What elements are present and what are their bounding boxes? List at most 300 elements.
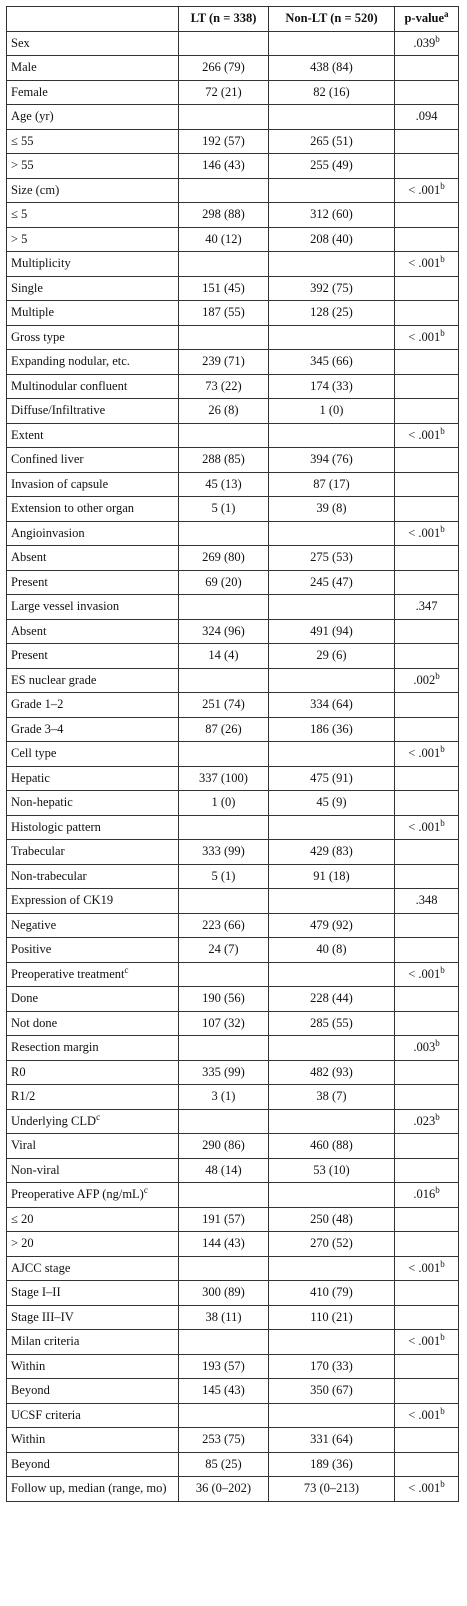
row-label: Done [11,991,39,1006]
p-value-cell [395,423,459,448]
row-label-cell [7,252,179,277]
p-value: .347 [415,599,438,614]
row-label: Hepatic [11,770,50,785]
row-label: Multiple [11,305,55,320]
lt-value: 145 (43) [179,1379,269,1404]
row-label-cell [7,203,179,228]
lt-value: 73 (22) [179,374,269,399]
row-label-cell [7,913,179,938]
lt-value: 85 (25) [179,1452,269,1477]
row-label: Positive [11,942,52,957]
non-lt-value: 110 (21) [269,1305,395,1330]
table-row [7,815,459,840]
non-lt-value: 1 (0) [269,399,395,424]
p-value: < .001 [408,329,441,344]
row-label: Cell type [11,746,57,761]
table-row [7,1134,459,1159]
table-row [7,325,459,350]
header-p-value-text: p-value [404,11,445,26]
table-row [7,840,459,865]
row-label-cell [7,105,179,130]
p-value-cell [395,864,459,889]
row-label: Viral [11,1138,36,1153]
lt-value: 3 (1) [179,1085,269,1110]
row-label: > 55 [11,158,34,173]
row-label: Present [11,648,48,663]
p-value-cell [395,791,459,816]
row-label-cell [7,448,179,473]
row-label-cell [7,301,179,326]
table-row [7,644,459,669]
row-label: Large vessel invasion [11,599,120,614]
table-row [7,497,459,522]
non-lt-value: 491 (94) [269,619,395,644]
p-value: < .001 [408,746,441,761]
table-row [7,766,459,791]
non-lt-value: 245 (47) [269,570,395,595]
p-value: .002 [413,672,436,687]
lt-value: 69 (20) [179,570,269,595]
p-value-cell [395,252,459,277]
non-lt-value: 29 (6) [269,644,395,669]
lt-value: 223 (66) [179,913,269,938]
table-row [7,1060,459,1085]
row-label: Absent [11,550,47,565]
p-value: .348 [415,893,438,908]
p-value-cell [395,301,459,326]
p-value-cell [395,374,459,399]
p-value-cell [395,1354,459,1379]
p-value-cell [395,1477,459,1502]
p-value-cell [395,1403,459,1428]
row-label-cell [7,1305,179,1330]
lt-value: 5 (1) [179,864,269,889]
table-row [7,1428,459,1453]
table-row [7,1379,459,1404]
lt-value [179,252,269,277]
lt-value [179,742,269,767]
lt-value: 190 (56) [179,987,269,1012]
table-row [7,1158,459,1183]
p-value-cell [395,766,459,791]
non-lt-value: 186 (36) [269,717,395,742]
p-value-cell [395,399,459,424]
row-label: AJCC stage [11,1260,71,1275]
p-value-footnote: b [440,180,445,191]
row-label-footnote: c [96,1111,101,1122]
table-row [7,203,459,228]
lt-value [179,31,269,56]
row-label: Extent [11,427,44,442]
lt-value [179,815,269,840]
p-value-cell [395,1085,459,1110]
row-label: Invasion of capsule [11,476,109,491]
table-row [7,1256,459,1281]
non-lt-value: 208 (40) [269,227,395,252]
p-value-cell [395,1011,459,1036]
table-row [7,791,459,816]
row-label-cell [7,693,179,718]
non-lt-value [269,1109,395,1134]
row-label-cell [7,227,179,252]
table-row [7,595,459,620]
p-value-cell [395,546,459,571]
non-lt-value: 73 (0–213) [269,1477,395,1502]
p-value: < .001 [408,1334,441,1349]
lt-value: 5 (1) [179,497,269,522]
p-value-cell [395,1183,459,1208]
p-value-footnote: b [435,1185,440,1196]
header-row [7,7,459,32]
lt-value: 290 (86) [179,1134,269,1159]
p-value-cell [395,203,459,228]
row-label-cell [7,374,179,399]
p-value-footnote: b [440,1405,445,1416]
non-lt-value: 275 (53) [269,546,395,571]
row-label-cell [7,521,179,546]
row-label-cell [7,766,179,791]
p-value-cell [395,644,459,669]
table-row [7,105,459,130]
table-row [7,252,459,277]
lt-value: 288 (85) [179,448,269,473]
non-lt-value [269,962,395,987]
p-value: < .001 [408,1260,441,1275]
row-label: Diffuse/Infiltrative [11,403,106,418]
non-lt-value: 312 (60) [269,203,395,228]
row-label: ES nuclear grade [11,672,97,687]
row-label-cell [7,815,179,840]
header-non-lt: Non-LT (n = 520) [269,7,395,32]
row-label-cell [7,154,179,179]
row-label: Present [11,574,48,589]
lt-value: 107 (32) [179,1011,269,1036]
row-label: Grade 3–4 [11,721,64,736]
non-lt-value: 410 (79) [269,1281,395,1306]
table-row [7,668,459,693]
lt-value: 191 (57) [179,1207,269,1232]
table-row [7,913,459,938]
p-value: < .001 [408,427,441,442]
row-label: > 20 [11,1236,34,1251]
p-value-footnote: b [440,1479,445,1490]
non-lt-value: 350 (67) [269,1379,395,1404]
row-label: Age (yr) [11,109,54,124]
p-value-cell [395,962,459,987]
row-label: Not done [11,1015,58,1030]
row-label: Stage I–II [11,1285,61,1300]
table-row [7,717,459,742]
non-lt-value: 45 (9) [269,791,395,816]
table-row [7,521,459,546]
p-value: < .001 [408,819,441,834]
lt-value: 38 (11) [179,1305,269,1330]
table-row [7,56,459,81]
lt-value: 87 (26) [179,717,269,742]
non-lt-value [269,31,395,56]
non-lt-value [269,252,395,277]
non-lt-value [269,595,395,620]
row-label-cell [7,56,179,81]
row-label-cell [7,399,179,424]
p-value-cell [395,815,459,840]
non-lt-value: 82 (16) [269,80,395,105]
row-label-cell [7,1428,179,1453]
row-label: Multiplicity [11,256,71,271]
row-label-cell [7,938,179,963]
row-label-cell [7,178,179,203]
non-lt-value: 482 (93) [269,1060,395,1085]
p-value-cell [395,1207,459,1232]
row-label-cell [7,31,179,56]
lt-value: 192 (57) [179,129,269,154]
table-row [7,1036,459,1061]
p-value: < .001 [408,1481,441,1496]
characteristics-table [6,6,459,1502]
non-lt-value [269,1330,395,1355]
row-label: Female [11,84,48,99]
row-label-cell [7,717,179,742]
non-lt-value: 255 (49) [269,154,395,179]
table-row [7,276,459,301]
table-row [7,1281,459,1306]
table-row [7,1085,459,1110]
non-lt-value: 345 (66) [269,350,395,375]
non-lt-value [269,178,395,203]
lt-value [179,962,269,987]
row-label: Preoperative treatment [11,966,125,981]
p-value-footnote: b [435,1038,440,1049]
non-lt-value: 331 (64) [269,1428,395,1453]
p-value-cell [395,1134,459,1159]
row-label-cell [7,987,179,1012]
header-p-value [395,7,459,32]
non-lt-value: 38 (7) [269,1085,395,1110]
p-value-cell [395,276,459,301]
row-label: Milan criteria [11,1334,80,1349]
p-value-cell [395,350,459,375]
table-row [7,399,459,424]
lt-value: 144 (43) [179,1232,269,1257]
non-lt-value: 228 (44) [269,987,395,1012]
lt-value [179,178,269,203]
non-lt-value: 479 (92) [269,913,395,938]
non-lt-value [269,105,395,130]
p-value-footnote: b [440,523,445,534]
lt-value: 1 (0) [179,791,269,816]
row-label-cell [7,546,179,571]
p-value-footnote: b [435,670,440,681]
p-value-cell [395,1158,459,1183]
row-label-cell [7,497,179,522]
table-row [7,1452,459,1477]
row-label-cell [7,791,179,816]
p-value-cell [395,1256,459,1281]
lt-value [179,595,269,620]
lt-value: 251 (74) [179,693,269,718]
non-lt-value [269,1036,395,1061]
non-lt-value: 475 (91) [269,766,395,791]
row-label: Preoperative AFP (ng/mL) [11,1187,144,1202]
non-lt-value: 40 (8) [269,938,395,963]
p-value: < .001 [408,1407,441,1422]
p-value-cell [395,154,459,179]
p-value: < .001 [408,525,441,540]
p-value-cell [395,105,459,130]
non-lt-value: 394 (76) [269,448,395,473]
p-value-footnote: b [440,744,445,755]
non-lt-value: 438 (84) [269,56,395,81]
p-value-footnote: b [440,254,445,265]
lt-value: 253 (75) [179,1428,269,1453]
non-lt-value: 170 (33) [269,1354,395,1379]
table-row [7,1232,459,1257]
table-row [7,987,459,1012]
row-label: R0 [11,1064,26,1079]
row-label: Within [11,1432,46,1447]
table-row [7,448,459,473]
lt-value [179,325,269,350]
lt-value [179,1183,269,1208]
row-label: Beyond [11,1383,50,1398]
p-value-cell [395,1232,459,1257]
table-row [7,423,459,448]
table-row [7,1330,459,1355]
row-label: Extension to other organ [11,501,135,516]
lt-value [179,1403,269,1428]
p-value-cell [395,521,459,546]
row-label-cell [7,962,179,987]
lt-value: 45 (13) [179,472,269,497]
p-value: .094 [415,109,438,124]
lt-value [179,1256,269,1281]
p-value-cell [395,56,459,81]
table-row [7,227,459,252]
row-label-footnote: c [143,1185,148,1196]
row-label-cell [7,472,179,497]
table-row [7,962,459,987]
row-label: ≤ 55 [11,133,34,148]
row-label-cell [7,742,179,767]
row-label-cell [7,129,179,154]
row-label-cell [7,595,179,620]
row-label: Non-viral [11,1162,60,1177]
table-row [7,1305,459,1330]
row-label-cell [7,276,179,301]
row-label: Multinodular confluent [11,378,128,393]
row-label-footnote: c [124,964,129,975]
lt-value: 335 (99) [179,1060,269,1085]
p-value-cell [395,938,459,963]
p-value-footnote: b [440,1332,445,1343]
lt-value: 298 (88) [179,203,269,228]
lt-value [179,889,269,914]
p-value-cell [395,987,459,1012]
row-label-cell [7,668,179,693]
row-label-cell [7,619,179,644]
non-lt-value: 174 (33) [269,374,395,399]
lt-value: 24 (7) [179,938,269,963]
row-label-cell [7,1134,179,1159]
p-value-cell [395,570,459,595]
p-value-cell [395,129,459,154]
lt-value [179,105,269,130]
table-row [7,1207,459,1232]
table-row [7,1354,459,1379]
p-value-cell [395,595,459,620]
non-lt-value: 429 (83) [269,840,395,865]
table-row [7,472,459,497]
row-label: ≤ 20 [11,1211,34,1226]
non-lt-value [269,1183,395,1208]
row-label: Follow up, median (range, mo) [11,1481,167,1496]
row-label: Histologic pattern [11,819,101,834]
non-lt-value [269,423,395,448]
p-value-cell [395,325,459,350]
lt-value: 324 (96) [179,619,269,644]
lt-value: 40 (12) [179,227,269,252]
non-lt-value [269,325,395,350]
row-label: Grade 1–2 [11,697,64,712]
header-lt: LT (n = 338) [179,7,269,32]
lt-value: 193 (57) [179,1354,269,1379]
p-value-footnote: b [440,1258,445,1269]
row-label-cell [7,1183,179,1208]
p-value-footnote: b [435,1111,440,1122]
row-label-cell [7,1085,179,1110]
row-label-cell [7,1452,179,1477]
row-label: Underlying CLD [11,1113,97,1128]
row-label-cell [7,423,179,448]
non-lt-value [269,1256,395,1281]
table-row [7,742,459,767]
non-lt-value [269,668,395,693]
p-value: < .001 [408,182,441,197]
row-label: Angioinvasion [11,525,85,540]
table-row [7,301,459,326]
non-lt-value: 334 (64) [269,693,395,718]
lt-value: 300 (89) [179,1281,269,1306]
p-value-cell [395,472,459,497]
p-value-cell [395,1379,459,1404]
row-label-cell [7,325,179,350]
p-value: < .001 [408,256,441,271]
row-label-cell [7,1281,179,1306]
non-lt-value: 39 (8) [269,497,395,522]
p-value-cell [395,1330,459,1355]
p-value-footnote: b [435,33,440,44]
row-label: Negative [11,917,57,932]
row-label: Stage III–IV [11,1309,74,1324]
lt-value: 146 (43) [179,154,269,179]
row-label: Absent [11,623,47,638]
p-value: .023 [413,1113,436,1128]
row-label: Non-trabecular [11,868,87,883]
p-value-cell [395,1305,459,1330]
row-label: Non-hepatic [11,795,73,810]
table-row [7,864,459,889]
row-label-cell [7,1109,179,1134]
p-value-cell [395,693,459,718]
row-label: Expanding nodular, etc. [11,354,130,369]
non-lt-value: 128 (25) [269,301,395,326]
non-lt-value: 270 (52) [269,1232,395,1257]
row-label: > 5 [11,231,28,246]
p-value-cell [395,497,459,522]
lt-value [179,1109,269,1134]
table-row [7,1011,459,1036]
table-row [7,31,459,56]
